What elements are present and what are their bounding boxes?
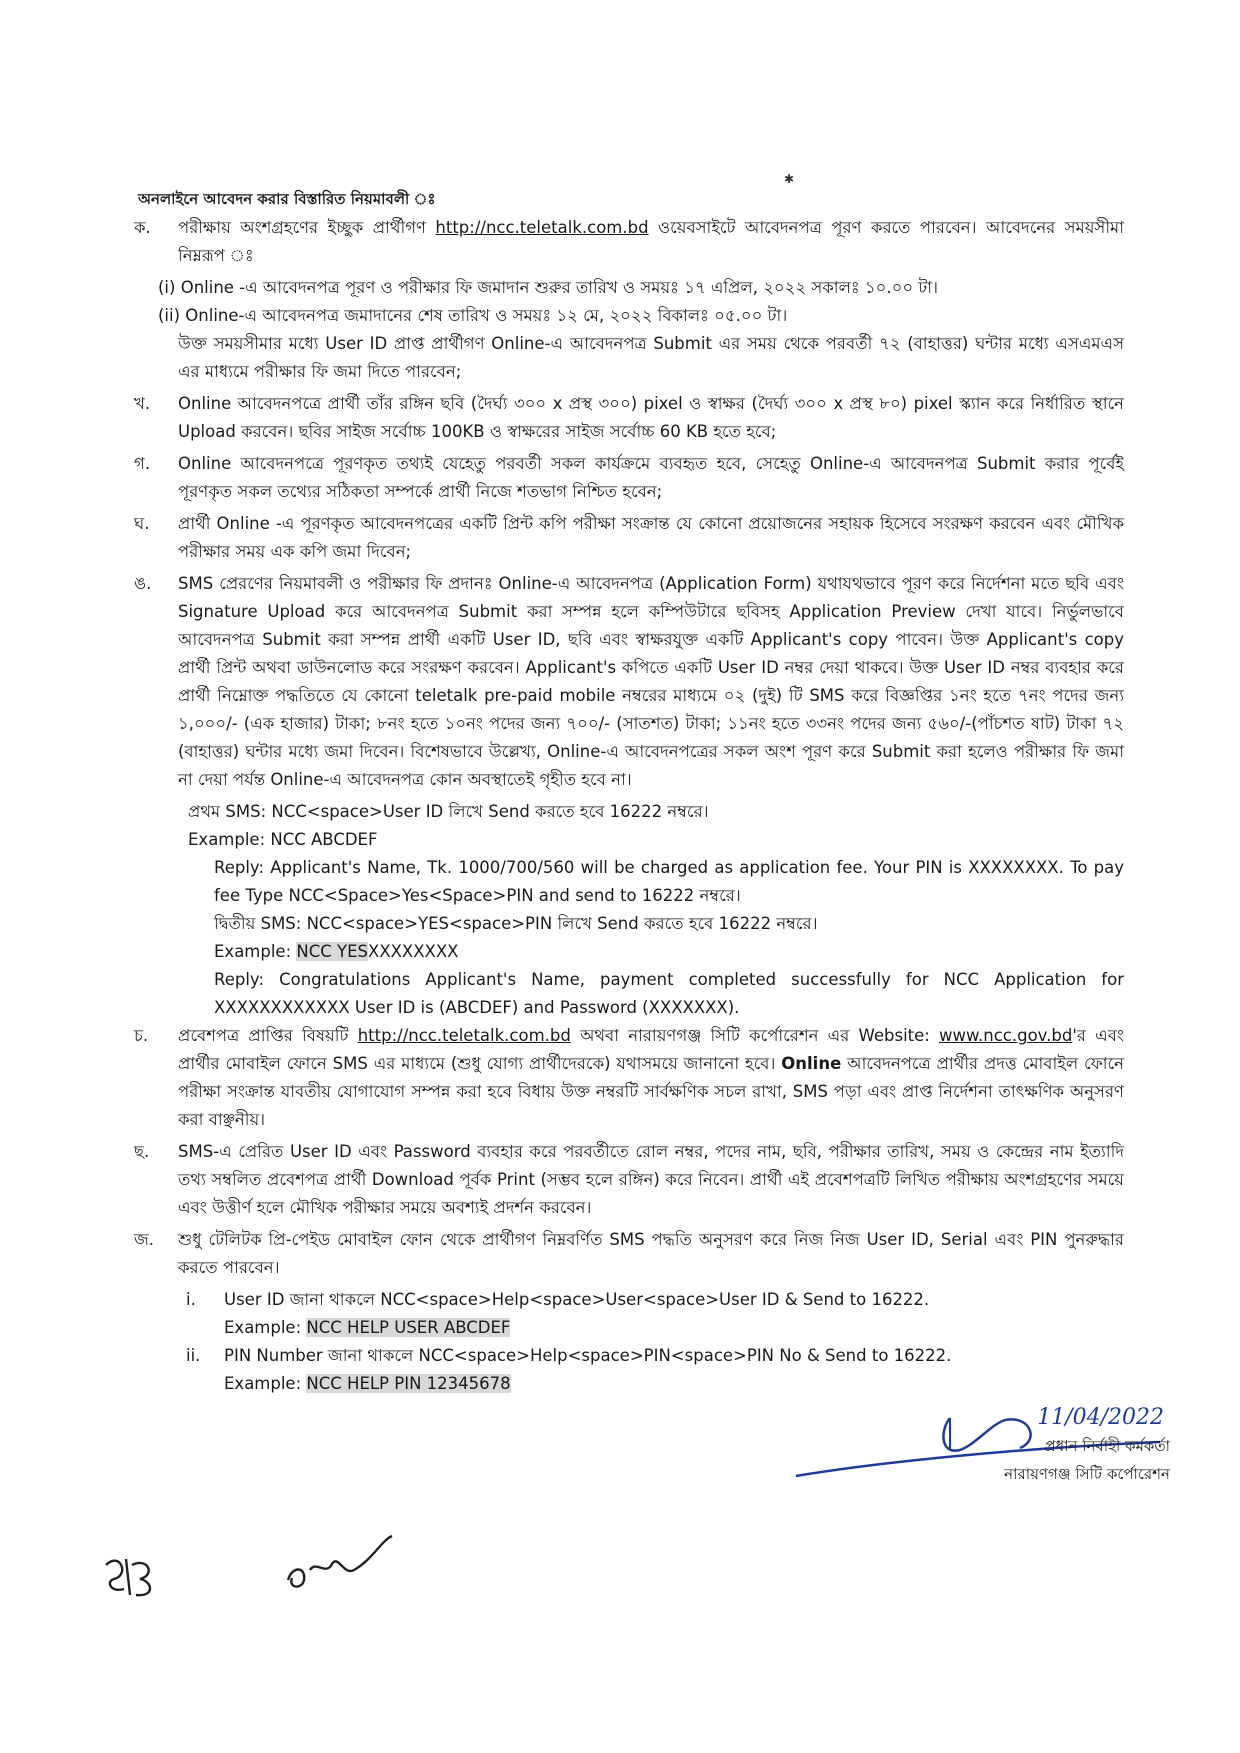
item-text: প্রবেশপত্র প্রাপ্তির বিষয়টি bbox=[178, 1026, 349, 1045]
rule-item-kha bbox=[134, 390, 1124, 446]
timeline-note bbox=[134, 330, 1124, 386]
teletalk-link[interactable]: http://ncc.teletalk.com.bd bbox=[435, 218, 649, 237]
sub-marker: i. bbox=[186, 1290, 196, 1309]
sms-first: প্রথম SMS: NCC<space>User ID লিখে Send করতে হবে 16222 নম্বরে। bbox=[188, 802, 709, 821]
rule-item-cha bbox=[134, 1022, 1124, 1134]
example-label: Example: bbox=[214, 942, 292, 961]
item-text: আবেদনপত্রে প্রার্থীর প্রদত্ত মোবাইল ফোনে পরীক্ষা সংক্রান্ত যাবতীয় যোগাযোগ সম্পন্ন করা হবে বিধায় উক্ত নম্বরটি সার্বক্ষণিক সচল রাখা, SMS পড়া এবং প্রাপ্ত নির্দেশনা তাৎক্ষণিক অনুসরণ করা বাঞ্ছনীয়। bbox=[178, 1054, 1124, 1129]
example-rest: XXXXXXXX bbox=[368, 942, 459, 961]
item-marker: ঘ. bbox=[134, 514, 150, 533]
item-text: পরীক্ষায় অংশগ্রহণের ইচ্ছুক প্রার্থীগণ bbox=[178, 218, 426, 237]
example-highlight: NCC HELP PIN 12345678 bbox=[306, 1374, 511, 1393]
item-text: প্রার্থী Online -এ পূরণকৃত আবেদনপত্রের একটি প্রিন্ট কপি পরীক্ষা সংক্রান্ত যে কোনো প্রয়োজনের সহায়ক হিসেবে সংরক্ষণ করবেন এবং মৌখিক পরীক্ষার সময় এক কপি জমা দিবেন; bbox=[178, 514, 1124, 561]
timeline-note-text: উক্ত সময়সীমার মধ্যে User ID প্রাপ্ত প্রার্থীগণ Online-এ আবেদনপত্র Submit এর সময় থেকে পরবর্তী ৭২ (বাহাত্তর) ঘন্টার মধ্যে এসএমএস এর মাধ্যমে পরীক্ষার ফি জমা দিতে পারবেন; bbox=[178, 334, 1124, 381]
item-text: Online আবেদনপত্রে পূরণকৃত তথ্যই যেহেতু পরবর্তী সকল কার্যক্রমে ব্যবহৃত হবে, সেহেতু Online-এ আবেদনপত্র Submit করার পূর্বেই পূরণকৃত সকল তথ্যের সঠিকতা সম্পর্কে প্রার্থী নিজে শতভাগ নিশ্চিত হবেন; bbox=[178, 454, 1124, 501]
item-marker: ক. bbox=[134, 218, 151, 237]
sms-second-example bbox=[134, 938, 1124, 966]
item-text: শুধু টেলিটক প্রি-পেইড মোবাইল ফোন থেকে প্রার্থীগণ নিম্নবর্ণিত SMS পদ্ধতি অনুসরণ করে নিজ নিজ User ID, Serial এবং PIN পুনরুদ্ধার করতে পারবেন। bbox=[178, 1230, 1124, 1277]
sms-first-example: Example: NCC ABCDEF bbox=[188, 830, 378, 849]
timeline-start: (i) Online -এ আবেদনপত্র পূরণ ও পরীক্ষার ফি জমাদান শুরুর তারিখ ও সময়ঃ ১৭ এপ্রিল, ২০২২ সকালঃ ১০.০০ টা। bbox=[158, 278, 938, 297]
rule-item-chha bbox=[134, 1138, 1124, 1222]
ncc-website-link[interactable]: www.ncc.gov.bd bbox=[939, 1026, 1073, 1045]
sms-second-reply: Reply: Congratulations Applicant's Name, payment completed successfully for NCC Application for XXXXXXXXXXXX User ID is (ABCDEF) and Password (XXXXXXX). bbox=[214, 970, 1124, 1017]
rule-item-gha bbox=[134, 510, 1124, 566]
item-marker: চ. bbox=[134, 1026, 149, 1045]
item-marker: ঙ. bbox=[134, 574, 152, 593]
timeline-end: (ii) Online-এ আবেদনপত্র জমাদানের শেষ তারিখ ও সময়ঃ ১২ মে, ২০২২ বিকালঃ ০৫.০০ টা। bbox=[158, 306, 788, 325]
page-title: অনলাইনে আবেদন করার বিস্তারিত নিয়মাবলী ঃ bbox=[138, 190, 436, 208]
signatory-organization: নারায়ণগঞ্জ সিটি কর্পোরেশন bbox=[1004, 1465, 1170, 1483]
teletalk-link[interactable]: http://ncc.teletalk.com.bd bbox=[357, 1026, 571, 1045]
recover-user-id-example bbox=[134, 1314, 1124, 1342]
signature-block bbox=[790, 1404, 1170, 1488]
item-text: অথবা নারায়ণগঞ্জ সিটি কর্পোরেশন এর Website: bbox=[580, 1026, 930, 1045]
sms-first-reply: Reply: Applicant's Name, Tk. 1000/700/560 will be charged as application fee. Your PIN is XXXXXXXX. To pay fee Type NCC<Space>Yes<Space>PIN and send to 16222 নম্বরে। bbox=[214, 858, 1124, 905]
rule-item-ja bbox=[134, 1226, 1124, 1282]
item-text: SMS প্রেরণের নিয়মাবলী ও পরীক্ষার ফি প্রদানঃ Online-এ আবেদনপত্র (Application Form) যথাযথভাবে পূরণ করে নির্দেশনা মতে ছবি এবং Signature Upload করে আবেদনপত্র Submit করা সম্পন্ন হলে কম্পিউটারে ছবিসহ Application Preview দেখা যাবে। নির্ভুলভাবে আবেদনপত্র Submit করা সম্পন্ন প্রার্থী একটি User ID, ছবি এবং স্বাক্ষরযুক্ত একটি Applicant's copy পাবেন। উক্ত Applicant's copy প্রার্থী প্রিন্ট অথবা ডাউনলোড করে সংরক্ষণ করবেন। Applicant's কপিতে একটি User ID নম্বর দেয়া থাকবে। উক্ত User ID নম্বর ব্যবহার করে প্রার্থী নিম্নোক্ত পদ্ধতিতে যে কোনো teletalk pre-paid mobile নম্বরের মাধ্যমে ০২ (দুই) টি SMS করে বিজ্ঞপ্তির ১নং হতে ৭নং পদের জন্য ১,০০০/- (এক হাজার) টাকা; ৮নং হতে ১০নং পদের জন্য ৭০০/- (সাতশত) টাকা; ১১নং হতে ৩৩নং পদের জন্য ৫৬০/-(পাঁচশত ষাট) টাকা ৭২ (বাহাত্তর) ঘন্টার মধ্যে জমা দিবেন। বিশেষভাবে উল্লেখ্য, Online-এ আবেদনপত্রের সকল অংশ পূরণ করে Submit করা হলেও পরীক্ষার ফি জমা না দেয়া পর্যন্ত Online-এ আবেদনপত্র কোন অবস্থাতেই গৃহীত হবে না। bbox=[178, 574, 1124, 789]
rule-item-ga bbox=[134, 450, 1124, 506]
example-highlight: NCC HELP USER ABCDEF bbox=[306, 1318, 511, 1337]
item-bold: Online bbox=[781, 1054, 842, 1073]
scan-speck: ✱ bbox=[784, 172, 795, 186]
sub-text: User ID জানা থাকলে NCC<space>Help<space>User<space>User ID & Send to 16222. bbox=[224, 1290, 930, 1309]
item-marker: খ. bbox=[134, 394, 151, 413]
example-highlight: NCC YES bbox=[296, 942, 369, 961]
initials-mark-2 bbox=[282, 1530, 412, 1600]
example-label: Example: bbox=[224, 1374, 302, 1393]
initials-mark-1 bbox=[100, 1545, 180, 1605]
item-marker: গ. bbox=[134, 454, 151, 473]
item-text: 'র এবং প্রার্থীর মোবাইল ফোনে SMS এর মাধ্যমে (শুধু যোগ্য প্রার্থীদেরকে) যথাসময়ে জানানো হবে। bbox=[178, 1026, 1125, 1073]
item-marker: ছ. bbox=[134, 1142, 150, 1161]
signature-date: 11/04/2022 bbox=[1037, 1405, 1164, 1430]
item-text: ওয়েবসাইটে আবেদনপত্র পূরণ করতে পারবেন। আবেদনের সময়সীমা নিম্নরূপ ঃ bbox=[178, 218, 1124, 265]
signatory-designation: প্রধান নির্বাহী কর্মকর্তা bbox=[1044, 1437, 1170, 1455]
sms-second: দ্বিতীয় SMS: NCC<space>YES<space>PIN লিখে Send করতে হবে 16222 নম্বরে। bbox=[214, 914, 818, 933]
recover-pin-example bbox=[134, 1370, 1124, 1398]
rules-body bbox=[134, 214, 1124, 1398]
example-label: Example: bbox=[224, 1318, 302, 1337]
recover-user-id bbox=[134, 1286, 1124, 1314]
item-text: SMS-এ প্রেরিত User ID এবং Password ব্যবহার করে পরবর্তীতে রোল নম্বর, পদের নাম, ছবি, পরীক্ষার তারিখ, সময় ও কেন্দ্রের নাম ইত্যাদি তথ্য সম্বলিত প্রবেশপত্র প্রার্থী Download পূর্বক Print (সম্ভব হলে রঙ্গিন) করে নিবেন। প্রার্থী এই প্রবেশপত্রটি লিখিত পরীক্ষায় অংশগ্রহণের সময়ে এবং উত্তীর্ণ হলে মৌখিক পরীক্ষার সময়ে অবশ্যই প্রদর্শন করবেন। bbox=[178, 1142, 1124, 1217]
rule-item-ka bbox=[134, 214, 1124, 270]
recover-pin bbox=[134, 1342, 1124, 1370]
item-marker: জ. bbox=[134, 1230, 155, 1249]
item-text: Online আবেদনপত্রে প্রার্থী তাঁর রঙ্গিন ছবি (দৈর্ঘ্য ৩০০ x প্রস্থ ৩০০) pixel ও স্বাক্ষর (দৈর্ঘ্য ৩০০ x প্রস্থ ৮০) pixel স্ক্যান করে নির্ধারিত স্থানে Upload করবেন। ছবির সাইজ সর্বোচ্চ 100KB ও স্বাক্ষরের সাইজ সর্বোচ্চ 60 KB হতে হবে; bbox=[178, 394, 1124, 441]
rule-item-uma bbox=[134, 570, 1124, 794]
sub-marker: ii. bbox=[186, 1346, 201, 1365]
sub-text: PIN Number জানা থাকলে NCC<space>Help<space>PIN<space>PIN No & Send to 16222. bbox=[224, 1346, 952, 1365]
